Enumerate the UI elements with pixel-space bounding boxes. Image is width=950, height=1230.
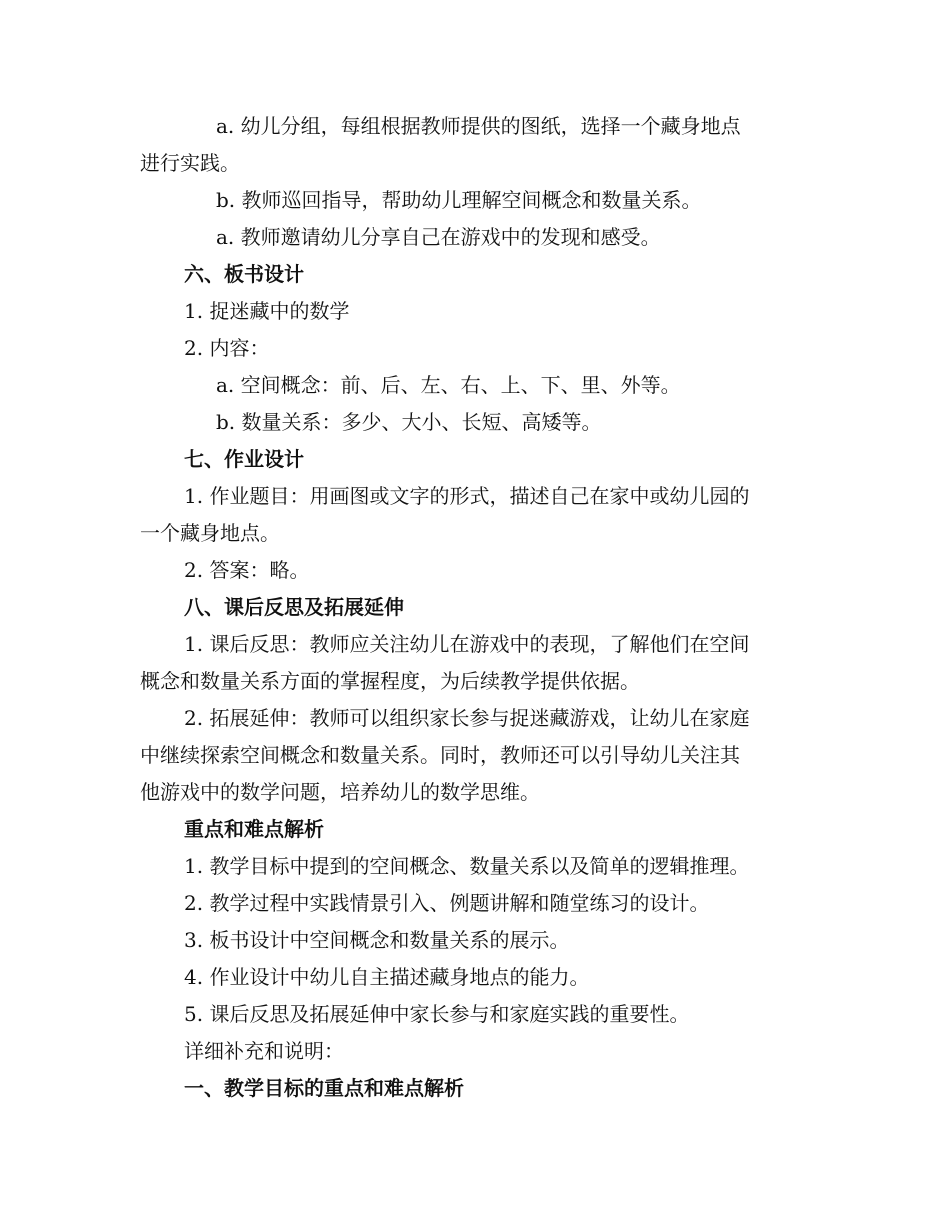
section-heading: 八、课后反思及拓展延伸 — [184, 595, 404, 619]
text-line: 一个藏身地点。 — [140, 521, 280, 545]
text-line: 1. 教学目标中提到的空间概念、数量关系以及简单的逻辑推理。 — [184, 854, 750, 878]
section-heading: 重点和难点解析 — [184, 817, 324, 841]
text-line: 他游戏中的数学问题，培养幼儿的数学思维。 — [140, 780, 540, 804]
text-line: 1. 作业题目：用画图或文字的形式，描述自己在家中或幼儿园的 — [184, 484, 750, 508]
text-line: a. 幼儿分组，每组根据教师提供的图纸，选择一个藏身地点 — [216, 114, 741, 138]
text-line: 5. 课后反思及拓展延伸中家长参与和家庭实践的重要性。 — [184, 1002, 690, 1026]
text-line: 1. 课后反思：教师应关注幼儿在游戏中的表现，了解他们在空间 — [184, 632, 750, 656]
text-line: 2. 教学过程中实践情景引入、例题讲解和随堂练习的设计。 — [184, 891, 710, 915]
text-line: 2. 内容： — [184, 336, 270, 360]
section-heading: 七、作业设计 — [184, 447, 304, 471]
text-line: 中继续探索空间概念和数量关系。同时，教师还可以引导幼儿关注其 — [140, 743, 740, 767]
text-line: a. 教师邀请幼儿分享自己在游戏中的发现和感受。 — [216, 225, 661, 249]
text-line: 2. 答案：略。 — [184, 558, 310, 582]
text-line: 概念和数量关系方面的掌握程度，为后续教学提供依据。 — [140, 669, 640, 693]
section-heading: 一、教学目标的重点和难点解析 — [184, 1076, 464, 1100]
section-heading: 六、板书设计 — [184, 262, 304, 286]
text-line: 1. 捉迷藏中的数学 — [184, 299, 350, 323]
text-line: b. 数量关系：多少、大小、长短、高矮等。 — [216, 410, 602, 434]
text-line: 3. 板书设计中空间概念和数量关系的展示。 — [184, 928, 570, 952]
text-line: 详细补充和说明： — [184, 1039, 344, 1063]
text-line: b. 教师巡回指导，帮助幼儿理解空间概念和数量关系。 — [216, 188, 702, 212]
text-line: a. 空间概念：前、后、左、右、上、下、里、外等。 — [216, 373, 681, 397]
text-line: 进行实践。 — [140, 151, 240, 175]
text-line: 4. 作业设计中幼儿自主描述藏身地点的能力。 — [184, 965, 590, 989]
text-line: 2. 拓展延伸：教师可以组织家长参与捉迷藏游戏，让幼儿在家庭 — [184, 706, 750, 730]
